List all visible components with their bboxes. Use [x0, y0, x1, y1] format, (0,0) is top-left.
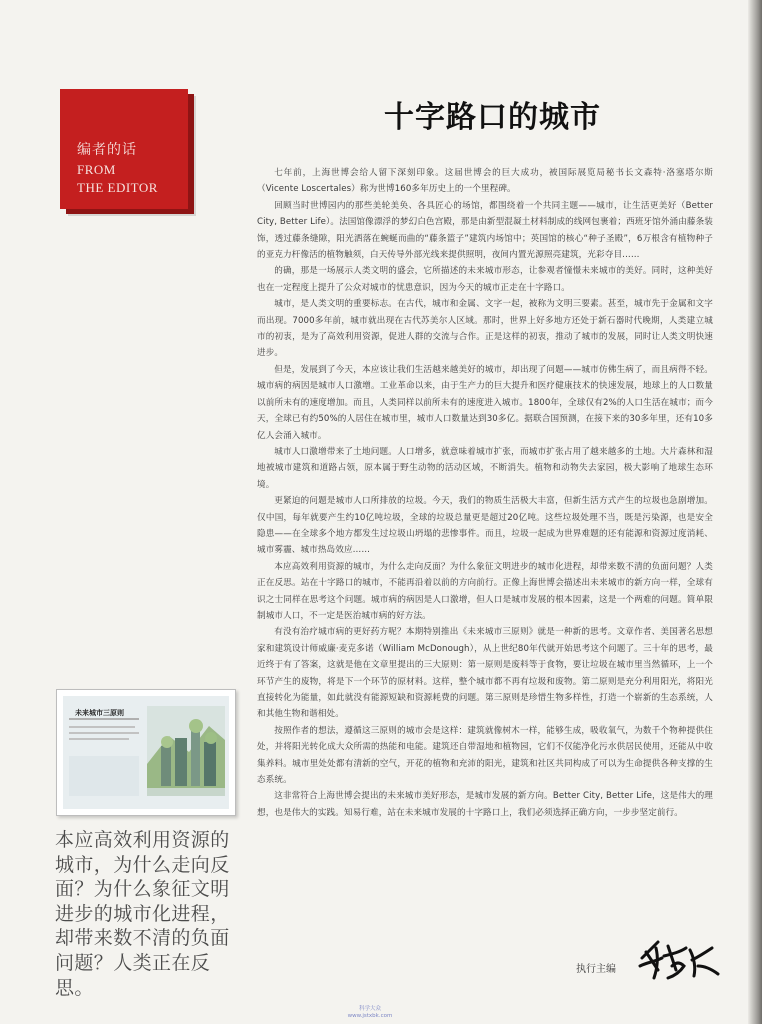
paragraph: 这非常符合上海世博会提出的未来城市美好形态，是城市发展的新方向。Better City, Better Life，这是伟大的理想，也是伟大的实践。知易行难，站在未来城市发展的十字路口上，我们必须选择正确方向，一步步坚定前行。 [257, 791, 713, 818]
section-label-cn: 编者的话 [77, 142, 137, 158]
pull-quote: 本应高效利用资源的城市，为什么走向反面？为什么象征文明进步的城市化进程，却带来数不清的负面问题？人类正在反思。 [55, 829, 230, 999]
paragraph: 城市人口激增带来了土地问题。人口增多，就意味着城市扩张，而城市扩张占用了越来越多的土地。大片森林和湿地被城市建筑和道路占领，原本属于野生动物的活动区域，不断消失。植物和动物失去家园，极大影响了地球生态环境。 [257, 446, 713, 490]
paragraph: 有没有治疗城市病的更好药方呢？本期特别推出《未来城市三原则》就是一种新的思考。文章作者、美国著名思想家和建筑设计师威廉·麦克多诺（William McDonough），从上世纪80年代就开始思考这个问题了。三十年的思考，最近终于有了答案，这就是他在文章里提出的三大原则：第一原则是废料等于食物，要让垃圾在城市里当然循环，上一个环节产生的废物，将是下一个环节的原材料。这样，整个城市都不再有垃圾和废物。第二原则是充分利用阳光，将阳光直接转化为能量，如此就没有能源短缺和资源耗费的问题。第三原则是珍惜生物多样性，打造一个崭新的生态系统，人和其他生物和谐相处。 [257, 627, 713, 720]
paragraph: 回顾当时世博园内的那些美轮美奂、各具匠心的场馆，都围绕着一个共同主题——城市，让生活更美好（Better City, Better Life）。法国馆像漂浮的梦幻白色宫殿，那是由新型混凝土材料制成的线网包裹着；西班牙馆外涌由藤条装饰，透过藤条缝隙，阳光洒落在蜿蜒而曲的“藤条篮子”建筑内场馆中；英国馆的核心“种子圣殿”，6万根含有植物种子的亚克力杆像活的植物触须，白天传导外部光线来提供照明，夜间内置光源照亮建筑，光彩夺目…… [257, 200, 713, 261]
signature-label: 执行主编 [576, 964, 616, 975]
footer-line1: 科学大众 [358, 1006, 381, 1012]
footer-line2: www.jstxbk.com [347, 1013, 393, 1019]
paragraph: 七年前，上海世博会给人留下深刻印象。这届世博会的巨大成功，被国际展览局秘书长文森特·洛塞塔尔斯（Vicente Loscertales）称为世博160多年历史上的一个里程碑。 [257, 168, 713, 195]
article-title: 十字路口的城市 [384, 100, 601, 135]
thumbnail-inner [63, 696, 229, 809]
page-gutter-shadow [748, 0, 762, 1024]
thumbnail-title: 未来城市三原则 [75, 709, 124, 717]
magazine-spread-thumbnail [56, 689, 236, 816]
paragraph: 本应高效利用资源的城市，为什么走向反面？为什么象征文明进步的城市化进程，却带来数不清的负面问题？人类正在反思。站在十字路口的城市，不能再沿着以前的方向前行。正像上海世博会描述出未来城市的新方向一样，全球有识之士同样在思考这个问题。城市病的病因是人口激增，但人口是城市发展的根本因素，这是一个两难的问题。简单限制城市人口，不一定是医治城市病的好方法。 [257, 561, 713, 621]
section-label-box [60, 89, 188, 209]
paragraph: 按照作者的想法，遵循这三原则的城市会是这样：建筑就像树木一样，能够生成，吸收氧气，为数千个物种提供住处，并将阳光转化成大众所需的热能和电能。建筑还自带湿地和植物园，它们不仅能净化污水供居民使用，还能从中收集养料。城市里处处都有清新的空气，开花的植物和充沛的阳光，建筑和社区共同构成了可以为生命提供各种支撑的生态系统。 [257, 725, 713, 786]
section-label-en-line2: THE EDITOR [77, 180, 158, 195]
paragraph: 更紧迫的问题是城市人口所排放的垃圾。今天，我们的物质生活极大丰富，但新生活方式产生的垃圾也急剧增加。仅中国，每年就要产生约10亿吨垃圾，全球的垃圾总量更是超过20亿吨。这些垃圾处理不当，既是污染源，也是安全隐患——在全球多个地方都发生过垃圾山坍塌的悲惨事件。而且，垃圾一起成为世界难题的还有能源和资源过度消耗、城市雾霾、城市热岛效应…… [257, 496, 713, 556]
article-body [257, 165, 713, 821]
paragraph: 但是，发展到了今天，本应该让我们生活越来越美好的城市，却出现了问题——城市仿佛生病了，而且病得不轻。城市病的病因是城市人口激增。工业革命以来，由于生产力的巨大提升和医疗健康技术的快速发展，地球上的人口数量以前所未有的速度增加。而且，人类同样以前所未有的速度进入城市。1800年，全球仅有2%的人口生活在城市；而今天，全球已有约50%的人居住在城市里，城市人口数量达到30多亿。据联合国预测，在接下来的30多年里，还有10多亿人会涌入城市。 [257, 364, 713, 441]
footer-watermark [330, 1006, 410, 1020]
paragraph: 城市，是人类文明的重要标志。在古代，城市和金属、文字一起，被称为文明三要素。甚至，城市先于金属和文字而出现。7000多年前，城市就出现在古代苏美尔人区域。那时，世界上好多地方还处于新石器时代晚期，人类建立城市的初衷，是为了高效利用资源，促进人群的交流与合作。正是这样的初衷，推动了城市的发展，同时让人类文明快速进步。 [257, 299, 713, 359]
section-label-en-line1: FROM [77, 162, 116, 177]
handwritten-signature [636, 936, 722, 982]
paragraph: 的确，那是一场展示人类文明的盛会，它所描述的未来城市形态，让参观者憧憬未来城市的美好。同时，这种美好也在一定程度上提升了公众对城市的忧患意识，因为今天的城市正走在十字路口。 [257, 266, 713, 293]
